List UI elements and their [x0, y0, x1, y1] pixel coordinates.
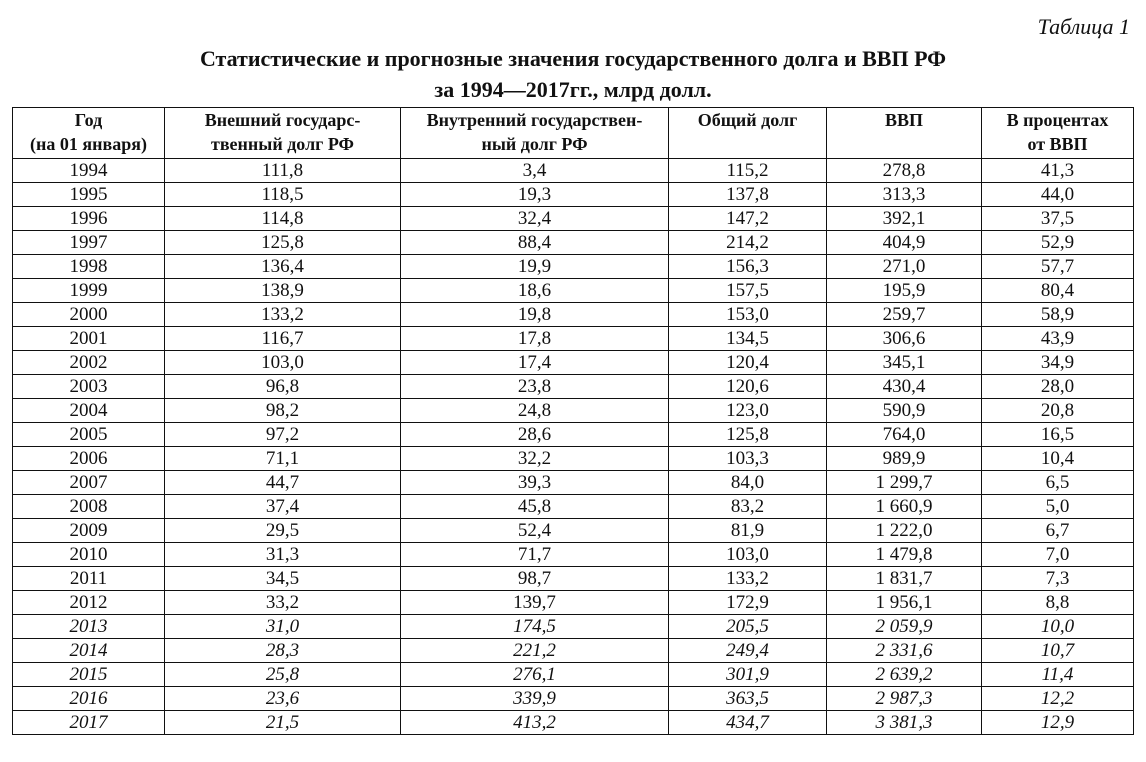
- cell-year: 2008: [13, 495, 165, 519]
- cell-internal-debt: 413,2: [401, 711, 669, 735]
- cell-internal-debt: 139,7: [401, 591, 669, 615]
- cell-percent-of-gdp: 6,7: [982, 519, 1134, 543]
- cell-gdp: 1 660,9: [827, 495, 982, 519]
- cell-percent-of-gdp: 6,5: [982, 471, 1134, 495]
- cell-gdp: 271,0: [827, 255, 982, 279]
- cell-internal-debt: 23,8: [401, 375, 669, 399]
- cell-year: 2016: [13, 687, 165, 711]
- cell-gdp: 1 956,1: [827, 591, 982, 615]
- cell-external-debt: 138,9: [165, 279, 401, 303]
- cell-external-debt: 25,8: [165, 663, 401, 687]
- cell-internal-debt: 39,3: [401, 471, 669, 495]
- cell-percent-of-gdp: 34,9: [982, 351, 1134, 375]
- cell-gdp: 989,9: [827, 447, 982, 471]
- cell-gdp: 278,8: [827, 159, 982, 183]
- header-year: Год (на 01 января): [13, 108, 165, 159]
- cell-internal-debt: 24,8: [401, 399, 669, 423]
- table-row: [13, 159, 1134, 183]
- header-percent-of-gdp: В процентах от ВВП: [982, 108, 1134, 159]
- cell-percent-of-gdp: 10,4: [982, 447, 1134, 471]
- cell-year: 2013: [13, 615, 165, 639]
- cell-year: 2003: [13, 375, 165, 399]
- cell-total-debt: 84,0: [669, 471, 827, 495]
- cell-external-debt: 136,4: [165, 255, 401, 279]
- cell-external-debt: 133,2: [165, 303, 401, 327]
- cell-gdp: 590,9: [827, 399, 982, 423]
- table-row: [13, 615, 1134, 639]
- table-row: [13, 183, 1134, 207]
- cell-percent-of-gdp: 10,7: [982, 639, 1134, 663]
- table-row: [13, 687, 1134, 711]
- cell-gdp: 2 331,6: [827, 639, 982, 663]
- cell-external-debt: 71,1: [165, 447, 401, 471]
- cell-total-debt: 363,5: [669, 687, 827, 711]
- table-row: [13, 567, 1134, 591]
- cell-total-debt: 81,9: [669, 519, 827, 543]
- cell-internal-debt: 71,7: [401, 543, 669, 567]
- cell-percent-of-gdp: 12,2: [982, 687, 1134, 711]
- cell-gdp: 392,1: [827, 207, 982, 231]
- cell-external-debt: 111,8: [165, 159, 401, 183]
- cell-internal-debt: 98,7: [401, 567, 669, 591]
- cell-external-debt: 44,7: [165, 471, 401, 495]
- cell-percent-of-gdp: 7,3: [982, 567, 1134, 591]
- cell-internal-debt: 19,3: [401, 183, 669, 207]
- cell-internal-debt: 19,8: [401, 303, 669, 327]
- cell-internal-debt: 17,8: [401, 327, 669, 351]
- table-row: [13, 471, 1134, 495]
- cell-gdp: 1 831,7: [827, 567, 982, 591]
- cell-gdp: 259,7: [827, 303, 982, 327]
- cell-gdp: 313,3: [827, 183, 982, 207]
- cell-gdp: 1 299,7: [827, 471, 982, 495]
- table-row: [13, 351, 1134, 375]
- cell-total-debt: 137,8: [669, 183, 827, 207]
- cell-external-debt: 97,2: [165, 423, 401, 447]
- cell-total-debt: 120,4: [669, 351, 827, 375]
- cell-percent-of-gdp: 5,0: [982, 495, 1134, 519]
- cell-external-debt: 98,2: [165, 399, 401, 423]
- cell-year: 1998: [13, 255, 165, 279]
- cell-year: 2012: [13, 591, 165, 615]
- cell-total-debt: 249,4: [669, 639, 827, 663]
- cell-year: 2001: [13, 327, 165, 351]
- cell-percent-of-gdp: 41,3: [982, 159, 1134, 183]
- cell-percent-of-gdp: 58,9: [982, 303, 1134, 327]
- cell-percent-of-gdp: 37,5: [982, 207, 1134, 231]
- cell-external-debt: 114,8: [165, 207, 401, 231]
- table-number-label: Таблица 1: [1037, 14, 1130, 39]
- cell-internal-debt: 276,1: [401, 663, 669, 687]
- cell-year: 2005: [13, 423, 165, 447]
- cell-external-debt: 118,5: [165, 183, 401, 207]
- cell-internal-debt: 3,4: [401, 159, 669, 183]
- cell-gdp: 404,9: [827, 231, 982, 255]
- cell-external-debt: 125,8: [165, 231, 401, 255]
- cell-internal-debt: 52,4: [401, 519, 669, 543]
- cell-year: 1994: [13, 159, 165, 183]
- cell-internal-debt: 88,4: [401, 231, 669, 255]
- table-row: [13, 303, 1134, 327]
- cell-percent-of-gdp: 11,4: [982, 663, 1134, 687]
- cell-internal-debt: 19,9: [401, 255, 669, 279]
- cell-total-debt: 153,0: [669, 303, 827, 327]
- table-row: [13, 543, 1134, 567]
- cell-year: 2007: [13, 471, 165, 495]
- cell-gdp: 2 639,2: [827, 663, 982, 687]
- cell-external-debt: 103,0: [165, 351, 401, 375]
- cell-external-debt: 37,4: [165, 495, 401, 519]
- cell-external-debt: 31,0: [165, 615, 401, 639]
- cell-internal-debt: 339,9: [401, 687, 669, 711]
- cell-external-debt: 31,3: [165, 543, 401, 567]
- cell-internal-debt: 28,6: [401, 423, 669, 447]
- cell-external-debt: 96,8: [165, 375, 401, 399]
- cell-internal-debt: 18,6: [401, 279, 669, 303]
- table-row: [13, 519, 1134, 543]
- header-internal-debt: Внутренний государствен- ный долг РФ: [401, 108, 669, 159]
- table-row: [13, 639, 1134, 663]
- cell-year: 2014: [13, 639, 165, 663]
- header-total-debt: Общий долг: [669, 108, 827, 159]
- cell-internal-debt: 32,4: [401, 207, 669, 231]
- cell-percent-of-gdp: 44,0: [982, 183, 1134, 207]
- cell-percent-of-gdp: 57,7: [982, 255, 1134, 279]
- cell-total-debt: 172,9: [669, 591, 827, 615]
- cell-total-debt: 125,8: [669, 423, 827, 447]
- cell-internal-debt: 45,8: [401, 495, 669, 519]
- table-row: [13, 279, 1134, 303]
- cell-percent-of-gdp: 80,4: [982, 279, 1134, 303]
- cell-total-debt: 147,2: [669, 207, 827, 231]
- table-row: [13, 255, 1134, 279]
- cell-year: 2004: [13, 399, 165, 423]
- cell-total-debt: 103,3: [669, 447, 827, 471]
- cell-external-debt: 29,5: [165, 519, 401, 543]
- cell-year: 2010: [13, 543, 165, 567]
- cell-internal-debt: 174,5: [401, 615, 669, 639]
- cell-year: 2006: [13, 447, 165, 471]
- table-title: Статистические и прогнозные значения государственного долга и ВВП РФ: [199, 46, 947, 71]
- cell-year: 2011: [13, 567, 165, 591]
- cell-percent-of-gdp: 12,9: [982, 711, 1134, 735]
- header-row: [13, 108, 1134, 159]
- cell-gdp: 306,6: [827, 327, 982, 351]
- cell-total-debt: 434,7: [669, 711, 827, 735]
- header-gdp: ВВП: [827, 108, 982, 159]
- table-row: [13, 711, 1134, 735]
- cell-total-debt: 214,2: [669, 231, 827, 255]
- cell-percent-of-gdp: 43,9: [982, 327, 1134, 351]
- cell-gdp: 2 987,3: [827, 687, 982, 711]
- cell-percent-of-gdp: 7,0: [982, 543, 1134, 567]
- cell-year: 1999: [13, 279, 165, 303]
- cell-percent-of-gdp: 28,0: [982, 375, 1134, 399]
- header-external-debt: Внешний государс- твенный долг РФ: [165, 108, 401, 159]
- cell-total-debt: 205,5: [669, 615, 827, 639]
- table-row: [13, 423, 1134, 447]
- cell-gdp: 3 381,3: [827, 711, 982, 735]
- cell-year: 2002: [13, 351, 165, 375]
- cell-total-debt: 103,0: [669, 543, 827, 567]
- cell-year: 2009: [13, 519, 165, 543]
- cell-gdp: 1 222,0: [827, 519, 982, 543]
- cell-total-debt: 120,6: [669, 375, 827, 399]
- cell-external-debt: 116,7: [165, 327, 401, 351]
- cell-gdp: 430,4: [827, 375, 982, 399]
- table-subtitle: за 1994—2017гг., млрд долл.: [434, 77, 712, 102]
- cell-gdp: 2 059,9: [827, 615, 982, 639]
- table-row: [13, 207, 1134, 231]
- cell-percent-of-gdp: 52,9: [982, 231, 1134, 255]
- cell-total-debt: 83,2: [669, 495, 827, 519]
- cell-internal-debt: 17,4: [401, 351, 669, 375]
- table-row: [13, 447, 1134, 471]
- cell-total-debt: 134,5: [669, 327, 827, 351]
- cell-total-debt: 133,2: [669, 567, 827, 591]
- cell-year: 2000: [13, 303, 165, 327]
- cell-total-debt: 157,5: [669, 279, 827, 303]
- cell-percent-of-gdp: 10,0: [982, 615, 1134, 639]
- cell-total-debt: 115,2: [669, 159, 827, 183]
- cell-year: 1996: [13, 207, 165, 231]
- cell-year: 1995: [13, 183, 165, 207]
- cell-external-debt: 34,5: [165, 567, 401, 591]
- table-row: [13, 663, 1134, 687]
- cell-gdp: 345,1: [827, 351, 982, 375]
- cell-external-debt: 28,3: [165, 639, 401, 663]
- cell-year: 1997: [13, 231, 165, 255]
- table-row: [13, 399, 1134, 423]
- cell-external-debt: 23,6: [165, 687, 401, 711]
- cell-percent-of-gdp: 8,8: [982, 591, 1134, 615]
- cell-internal-debt: 221,2: [401, 639, 669, 663]
- cell-total-debt: 123,0: [669, 399, 827, 423]
- cell-gdp: 195,9: [827, 279, 982, 303]
- cell-total-debt: 301,9: [669, 663, 827, 687]
- cell-percent-of-gdp: 16,5: [982, 423, 1134, 447]
- cell-external-debt: 33,2: [165, 591, 401, 615]
- table-body: [13, 159, 1134, 735]
- cell-year: 2015: [13, 663, 165, 687]
- cell-year: 2017: [13, 711, 165, 735]
- table-row: [13, 495, 1134, 519]
- cell-gdp: 1 479,8: [827, 543, 982, 567]
- table-row: [13, 231, 1134, 255]
- table-row: [13, 591, 1134, 615]
- cell-internal-debt: 32,2: [401, 447, 669, 471]
- table-row: [13, 327, 1134, 351]
- cell-total-debt: 156,3: [669, 255, 827, 279]
- cell-external-debt: 21,5: [165, 711, 401, 735]
- debt-gdp-table: [12, 107, 1134, 735]
- table-row: [13, 375, 1134, 399]
- cell-gdp: 764,0: [827, 423, 982, 447]
- cell-percent-of-gdp: 20,8: [982, 399, 1134, 423]
